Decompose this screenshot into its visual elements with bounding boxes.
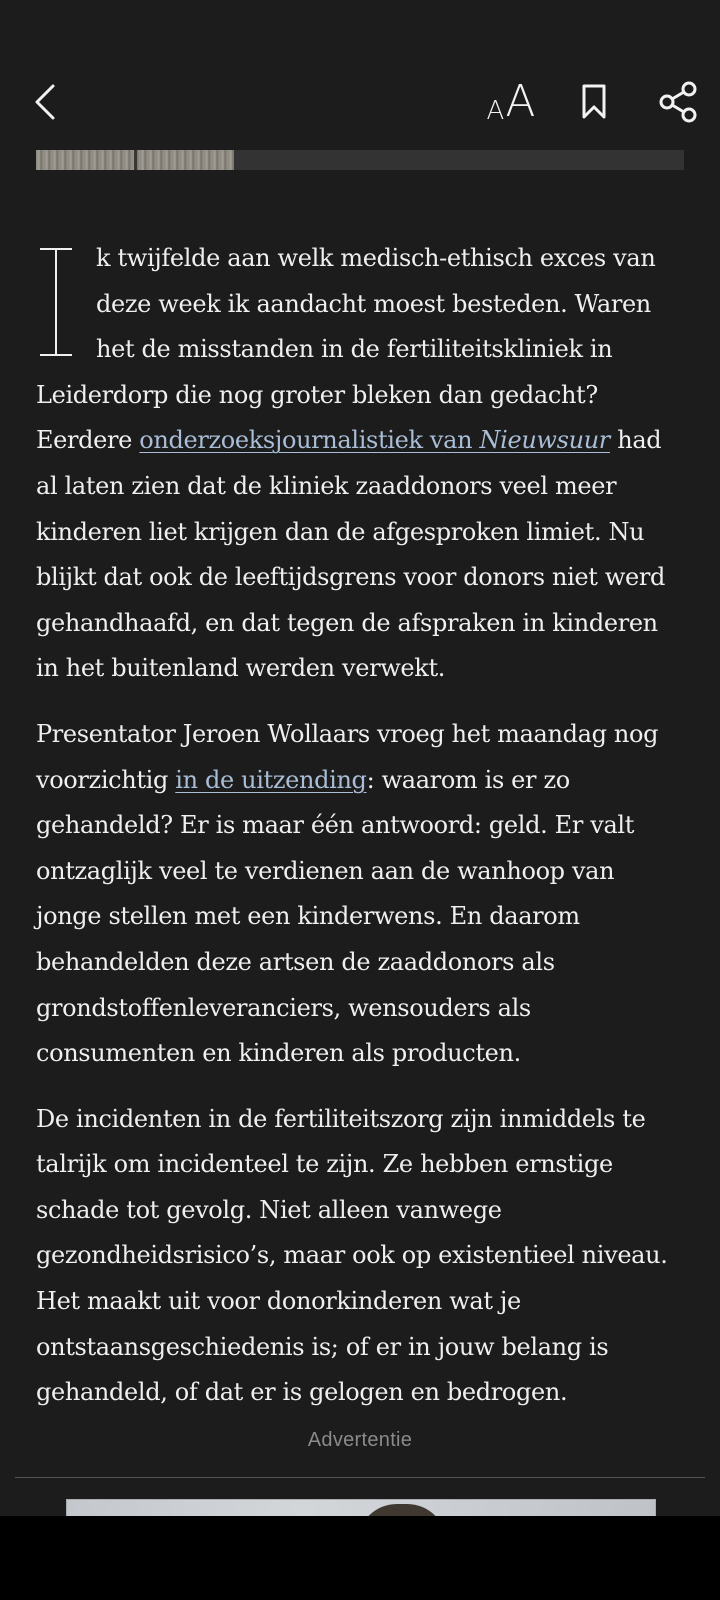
hero-image	[36, 150, 684, 170]
top-toolbar	[0, 0, 720, 150]
text-size-button[interactable]	[480, 74, 542, 130]
drop-cap-letter	[40, 244, 41, 245]
advertisement-label: Advertentie	[307, 1429, 413, 1451]
drop-cap-serif-bottom	[40, 354, 72, 356]
drop-cap	[40, 244, 78, 362]
back-button[interactable]	[18, 74, 74, 130]
article-body	[36, 236, 686, 1436]
link-broadcast[interactable]: in de uitzending	[175, 765, 367, 794]
drop-cap-stem	[55, 248, 57, 356]
bookmark-button[interactable]	[566, 74, 622, 130]
text-size-big-letter: A	[505, 76, 536, 127]
advertisement-divider	[15, 1477, 705, 1478]
paragraph-text: k twijfelde aan welk medisch-ethisch exces van deze week ik aandacht moest besteden. Waren het de misstanden in de fertiliteitskliniek in Leiderdorp die nog groter bleken dan gedacht? Eerdere	[36, 244, 656, 455]
link-nieuwsuur-research[interactable]	[139, 426, 610, 454]
paragraph-text: Presentator Jeroen Wollaars vroeg het maandag nog voorzichtig	[36, 719, 659, 794]
link-text-italic: Nieuwsuur	[479, 426, 610, 455]
text-size-small-letter: A	[486, 96, 505, 126]
paragraph-text: : waarom is er zo gehandeld? Er is maar één antwoord: geld. Er valt ontzaglijk veel te verdienen aan de wanhoop van jonge stellen met een kinderwens. En daarom behandelden deze artsen de zaaddonors als grondstoffenleveranciers, wensouders als consumenten en kinderen als producten.	[36, 765, 635, 1068]
system-navigation-bar	[0, 1516, 720, 1600]
link-text: onderzoeksjournalistiek van	[139, 426, 480, 455]
text-size-icon	[486, 76, 536, 127]
share-button[interactable]	[650, 74, 706, 130]
chevron-left-icon	[32, 82, 60, 122]
article-paragraph-3: De incidenten in de fertiliteitszorg zijn inmiddels te talrijk om incidenteel te zijn. Ze hebben ernstige schade tot gevolg. Niet alleen vanwege gezondheidsrisico’s, maar ook op existentieel niveau. Het maakt uit voor donorkinderen wat je ontstaansgeschiedenis is; of er in jouw belang is gehandeld, of dat er is gelogen en bedrogen.	[36, 1104, 668, 1407]
article-paragraph-2	[36, 712, 686, 1077]
share-icon	[656, 80, 700, 124]
hero-image-detail	[134, 150, 137, 170]
paragraph-text: had al laten zien dat de kliniek zaaddonors veel meer kinderen liet krijgen dan de afgesproken limiet. Nu blijkt dat ook de leeftijdsgrens voor donors niet werd gehandhaafd, en dat tegen de afspraken in kinderen in het buitenland werden verwekt.	[36, 426, 666, 683]
article-paragraph-1	[36, 236, 686, 692]
bookmark-icon	[581, 83, 607, 121]
